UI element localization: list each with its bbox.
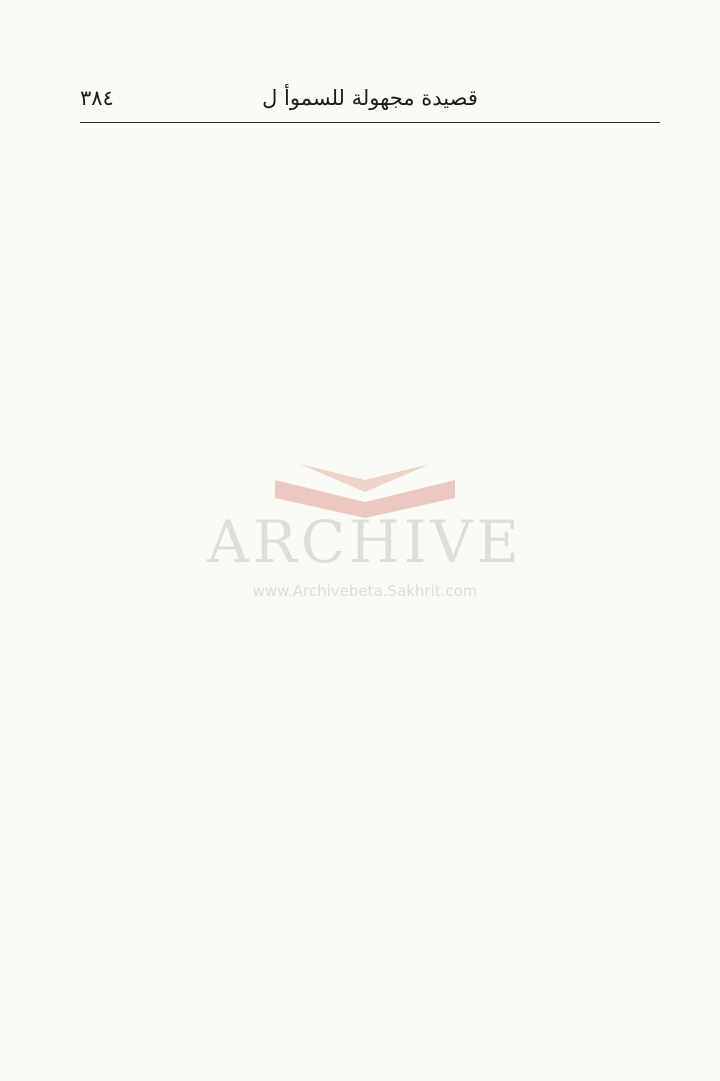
watermark-book-icon — [205, 440, 525, 520]
watermark-url: www.Archivebeta.Sakhrit.com — [252, 582, 478, 600]
watermark-text: ARCHIVE — [207, 508, 523, 576]
running-title: قصيدة مجهولة للسموأ ل — [262, 86, 478, 110]
archive-watermark — [205, 440, 525, 640]
page-number: ٣٨٤ — [80, 86, 114, 110]
header-rule — [80, 122, 660, 123]
page-header — [80, 82, 660, 122]
